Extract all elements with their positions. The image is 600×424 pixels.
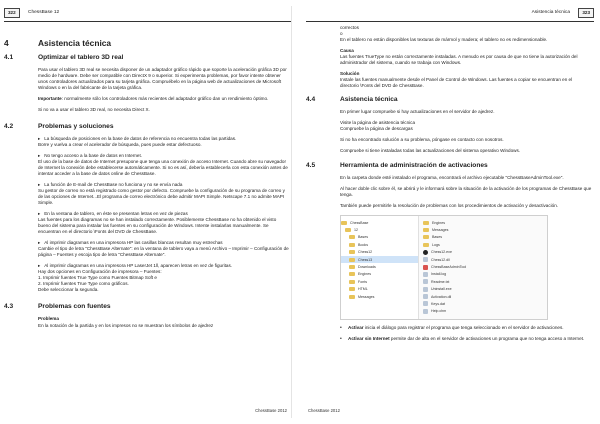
folder-icon <box>423 221 429 225</box>
problem-item <box>38 136 289 148</box>
folder-icon <box>349 235 355 239</box>
folder-icon <box>423 235 429 239</box>
feature-item <box>340 325 592 331</box>
tree-label: Messages <box>358 294 375 299</box>
paragraph-line: correctos <box>340 25 359 30</box>
tree-item[interactable] <box>341 234 418 241</box>
file-label: Bases <box>432 235 442 240</box>
file-label: Engines <box>432 220 445 225</box>
file-item[interactable] <box>423 219 547 226</box>
problem-solution: 1. Imprimir fuentes True Type como Fuentes Bitmap Soft e <box>38 275 157 280</box>
file-item[interactable] <box>423 226 547 233</box>
page-footer: ChessBase 2012 <box>308 408 340 413</box>
file-item[interactable] <box>423 249 547 256</box>
folder-icon <box>345 228 351 232</box>
chapter-title: Asistencia técnica <box>38 38 112 48</box>
file-label: Logs <box>432 242 440 247</box>
emphasis: Importante <box>38 96 62 101</box>
problem-solution: Su gestor de correo no está registrado como gestor por defecto. Compruebe la configuración de su programa de correo y de las opciones de Internet...El programa de correo electrónico debe admitir MAPI Simple. Netscape 7.1 no admite MAPI Simple. <box>38 188 285 205</box>
problem-item <box>38 182 289 206</box>
downloads-link[interactable]: Compruebe la página de descargas <box>340 126 413 131</box>
file-icon <box>423 272 428 277</box>
section-title: Asistencia técnica <box>340 96 398 103</box>
file-icon <box>423 279 428 284</box>
problem-title: ▸ Al imprimir diagramas en una impresora HP las casillas blancas resultan muy estrechas <box>38 240 289 246</box>
section-title: Problemas con fuentes <box>38 303 111 310</box>
paragraph: Las fuentes TrueType no están correctamente instaladas. A menudo es por causa de que no tiene la autorización del administrador del sistema, cuando se trabaja con Windows. <box>340 54 578 65</box>
tree-label: Fonts <box>358 279 367 284</box>
file-label: ChessBaseAdminTool <box>431 265 467 270</box>
file-item[interactable] <box>423 308 547 315</box>
file-item[interactable] <box>423 293 547 300</box>
file-label: Uninstall.exe <box>431 287 452 292</box>
feature-text <box>348 325 564 331</box>
problem-solution: Hay dos opciones en Configuración de impresora – Fuentes: <box>38 269 162 274</box>
file-item[interactable] <box>423 263 547 270</box>
feature-name: Activar sin Internet <box>348 336 390 341</box>
problem-title: ▸ En la ventana de tablero, en éste se presentan letras en vez de piezas <box>38 211 289 217</box>
chessbase-icon <box>423 250 428 255</box>
problem-item <box>38 153 289 177</box>
file-label: Keys.dat <box>431 301 445 306</box>
file-icon <box>423 287 428 292</box>
feature-list <box>340 325 592 342</box>
section-number: 4.2 <box>4 123 14 130</box>
tree-label: Engines <box>358 272 371 277</box>
paragraph-line: En el tablero no están disponibles las texturas de mármol y madera; el tablero no es redimensionable. <box>340 37 548 42</box>
tree-item[interactable] <box>341 278 418 285</box>
tree-label: Chess13 <box>358 257 373 262</box>
running-header-title: ChessBase 12 <box>28 10 60 15</box>
file-item[interactable] <box>423 278 547 285</box>
problem-title: ▸ No tengo acceso a la base de datos en Internet. <box>38 153 289 159</box>
folder-icon <box>349 295 355 299</box>
feature-item <box>340 336 592 342</box>
tree-item[interactable] <box>341 293 418 300</box>
tree-label: Books <box>358 242 368 247</box>
running-header-title: Asistencia técnica <box>531 10 570 15</box>
paragraph: Compruebe si tiene instaladas todas las actualizaciones del sistema operativo Windows. <box>340 148 521 153</box>
paragraph <box>38 96 289 102</box>
folder-icon <box>349 280 355 284</box>
folder-icon <box>341 221 347 225</box>
bullet-icon: • <box>340 336 342 342</box>
paragraph: También puede permitirle la resolución de problemas con los procedimientos de activación y desactivación. <box>340 203 559 208</box>
paragraph: En la notación de la partida y en los impresos no se muestran los símbolos de ajedrez <box>38 323 214 328</box>
file-item[interactable] <box>423 241 547 248</box>
page-number: 322 <box>4 8 20 18</box>
problem-list <box>38 136 289 293</box>
file-icon <box>423 301 428 306</box>
folder-tree <box>341 216 419 319</box>
explorer-screenshot <box>340 215 548 320</box>
support-link[interactable]: Visite la página de asistencia técnica <box>340 120 415 125</box>
problem-solution: Las fuentes para los diagramas no se han instalado correctamente. Posiblemente ChessBase no ha obtenido el visto bueno del sistema para instalar las fuentes en su configuración de Windows. Intente instalarlas manualmente. Se encuentran en el directorio \Fonts del DVD de ChessBase. <box>38 217 277 234</box>
folder-icon <box>349 243 355 247</box>
chapter-number: 4 <box>4 38 9 48</box>
folder-icon <box>349 287 355 291</box>
file-label: Help.chm <box>431 309 447 314</box>
continued-text <box>340 25 592 43</box>
feature-name: Activar <box>348 325 364 330</box>
file-label: Activation.dll <box>431 294 452 299</box>
section-heading <box>4 302 289 311</box>
section-heading <box>306 95 592 104</box>
problem-item <box>38 263 289 293</box>
paragraph-line: o <box>340 31 343 36</box>
section-heading <box>4 53 289 62</box>
problem-solution: Borre y vuelva a crear el acelerador de búsqueda, pues puede estar defectuoso. <box>38 142 202 147</box>
paragraph: Instale las fuentes manualmente desde el Panel de Control de Windows. Las fuentes a copiar se encuentran en el directorio \Fonts del DVD de ChessBase. <box>340 77 573 88</box>
file-icon <box>423 257 428 262</box>
section-number: 4.1 <box>4 54 14 61</box>
paragraph: Al hacer doble clic sobre él, se abrirá y le informará sobre la situación de la activación de los programas de ChessBase que tenga. <box>340 186 592 197</box>
tree-label: 12 <box>354 228 358 233</box>
tree-item[interactable] <box>341 249 418 256</box>
section-number: 4.4 <box>306 96 316 103</box>
paragraph: En primer lugar compruebe si hay actualizaciones en el servidor de ajedrez. <box>340 109 495 114</box>
feature-description: inicia el diálogo para registrar el programa que tenga seleccionado en el servidor de activaciones. <box>363 325 564 330</box>
problem-solution: Debe seleccionar la segunda. <box>38 287 99 292</box>
tree-label: Downloads <box>358 265 376 270</box>
paragraph <box>340 120 592 132</box>
file-icon <box>423 294 428 299</box>
problem-title: ▸ La búsqueda de posiciones en la base de datos de referencia no encuentra todas las partidas. <box>38 136 289 142</box>
section-number: 4.5 <box>306 162 316 169</box>
tree-item[interactable] <box>341 271 418 278</box>
problem-solution: Cambie el tipo de letra "ChessBase Alternate": en la ventana de tablero vaya a menú Archivo – Imprimir – Configuración de página – Fuentes y escoja tipo de letra "ChessBase Alternate". <box>38 246 289 257</box>
problem-title: ▸ La función de E-mail de ChessBase no funciona y no se envía nada <box>38 182 289 188</box>
paragraph-text: : normalmente sólo los controladores más recientes del adaptador gráfico dan un rendimiento óptimo. <box>61 96 269 101</box>
paragraph: En la carpeta donde esté instalado el programa, encontrará el archivo ejecutable "ChessBaseAdminTool.exe". <box>340 175 564 180</box>
subheading: Solución <box>340 71 360 76</box>
feature-description: permite dar de alta en el servidor de activaciones un programa que no tenga acceso a Internet. <box>389 336 585 341</box>
tree-item[interactable] <box>341 226 418 233</box>
file-label: Chess12.exe <box>431 250 452 255</box>
folder-icon <box>423 228 429 232</box>
paragraph: Si no va a usar el tablero 3D real, no necesita Direct X. <box>38 107 150 112</box>
subheading: Causa <box>340 48 354 53</box>
section-heading <box>306 161 592 170</box>
folder-icon <box>423 243 429 247</box>
tree-item[interactable] <box>341 256 418 263</box>
problem-item <box>38 240 289 258</box>
tree-item[interactable] <box>341 263 418 270</box>
problem-item <box>38 211 289 235</box>
feature-text <box>348 336 584 342</box>
problem-title: ▸ Al imprimir diagramas en una impresora HP LaserJet 1ll, aparecen letras en vez de figuritas. <box>38 263 289 269</box>
folder-icon <box>349 258 355 262</box>
section-title: Optimizar el tablero 3D real <box>38 54 124 61</box>
admin-tool-icon <box>423 265 428 270</box>
file-item[interactable] <box>423 234 547 241</box>
tree-item[interactable] <box>341 219 418 226</box>
file-item[interactable] <box>423 271 547 278</box>
file-item[interactable] <box>423 286 547 293</box>
folder-icon <box>349 250 355 254</box>
file-label: Messages <box>432 228 449 233</box>
section-number: 4.3 <box>4 303 14 310</box>
folder-icon <box>349 272 355 276</box>
problem-solution: 2. Imprimir fuentes True Type como gráficos. <box>38 281 129 286</box>
section-title: Herramienta de administración de activaciones <box>340 162 488 169</box>
section-heading <box>4 122 289 131</box>
tree-item[interactable] <box>341 241 418 248</box>
tree-label: ChessBase <box>350 220 369 225</box>
paragraph: Si no ha encontrado solución a su problema, póngase en contacto con nosotros. <box>340 137 504 142</box>
right-page <box>306 6 594 418</box>
file-label: Install.log <box>431 272 447 277</box>
right-page-header <box>306 6 594 22</box>
tree-label: Chess12 <box>358 250 373 255</box>
tree-label: Bases <box>358 235 368 240</box>
file-item[interactable] <box>423 300 547 307</box>
paragraph: Para usar el tablero 3D real se necesita disponer de un adaptador gráfico rápido que soporte la aceleración gráfica 3D por medio de hardware. Debe ser compatible con DirectX 9 o superior. Si experimenta problemas, por favor intente obtener unos controladores actualizados para su tarjeta gráfica. Compruébelo en la página web de actualizaciones de Microsoft Windows o en la del fabricante de la tarjeta gráfica. <box>38 67 287 90</box>
subheading: Problema <box>38 316 59 321</box>
chapter-heading <box>4 38 289 48</box>
file-item[interactable] <box>423 256 547 263</box>
page-number: 323 <box>578 8 594 18</box>
problem-solution: El uso de la base de datos de Internet presupone que tenga una conexión de acceso Internet. Cuando abre su navegador de Internet la conexión debe establecerse automáticamente. Si no es así, debería establecerla con esta conexión antes de intentar acceder a la base de datos online de ChessBase. <box>38 159 288 176</box>
left-page-header <box>4 6 291 22</box>
left-page <box>4 6 292 418</box>
folder-icon <box>349 265 355 269</box>
file-label: Readme.txt <box>431 279 450 284</box>
section-title: Problemas y soluciones <box>38 123 114 130</box>
file-list <box>423 216 547 319</box>
file-icon <box>423 309 428 314</box>
bullet-icon: • <box>340 325 342 331</box>
page-footer: ChessBase 2012 <box>255 408 287 413</box>
file-label: Chess12.dll <box>431 257 450 262</box>
tree-label: HTML <box>358 287 368 292</box>
tree-item[interactable] <box>341 286 418 293</box>
